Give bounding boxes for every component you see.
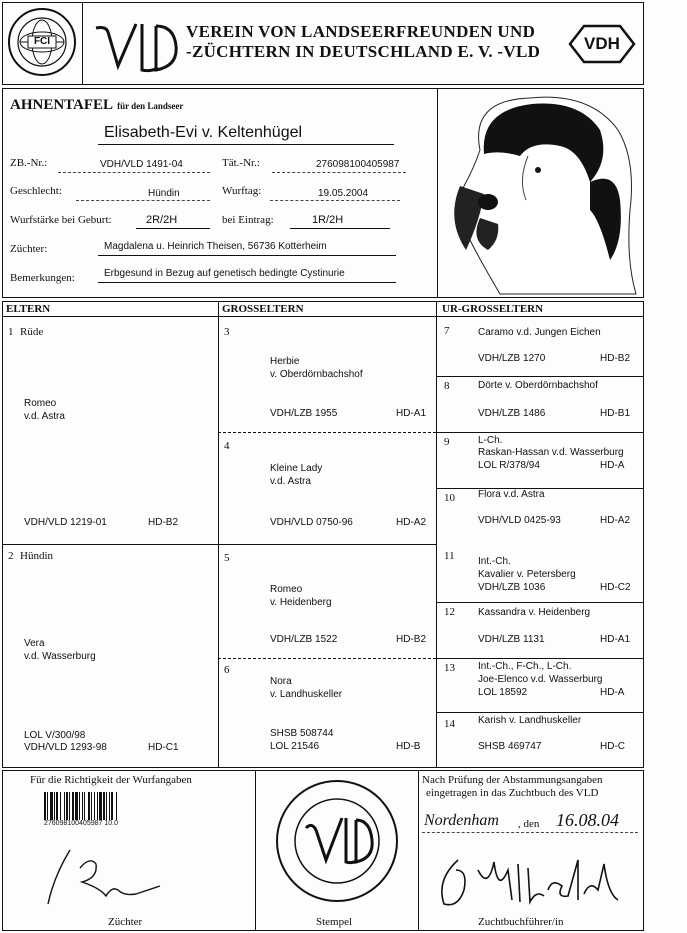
ur-7-name-1: Caramo v.d. Jungen Eichen bbox=[478, 327, 601, 338]
barcode-bar bbox=[99, 792, 102, 820]
wurfstaerke-label: Wurfstärke bei Geburt: bbox=[10, 214, 112, 226]
ur-10-name-1: Flora v.d. Astra bbox=[478, 489, 545, 500]
bemerkungen-underline bbox=[98, 282, 396, 283]
ur-12-name-1: Kassandra v. Heidenberg bbox=[478, 607, 591, 618]
footer-divider-2 bbox=[418, 770, 419, 931]
gross-3-num: 3 bbox=[224, 326, 230, 338]
ur-7-num: 7 bbox=[444, 325, 450, 337]
gross-5-reg: VDH/LZB 1522 bbox=[270, 634, 338, 645]
barcode-bar bbox=[79, 792, 80, 820]
header-title-line2: -ZÜCHTERN IN DEUTSCHLAND E. V. -VLD bbox=[186, 42, 541, 61]
pedigree-col-divider-2 bbox=[436, 301, 437, 768]
ahnentafel-title-main: AHNENTAFEL bbox=[10, 97, 114, 113]
fci-logo-text: FCI bbox=[33, 36, 51, 47]
footer-place-underline bbox=[422, 832, 638, 833]
footer-mid-caption: Stempel bbox=[316, 916, 353, 928]
gross-5-name-1: Romeo bbox=[270, 584, 303, 595]
barcode-bar bbox=[82, 792, 83, 820]
footer-right-title-2: eingetragen in das Zuchtbuch des VLD bbox=[426, 787, 599, 799]
eltern-1-name-1: Romeo bbox=[24, 398, 57, 409]
wurftag-label: Wurftag: bbox=[222, 185, 262, 197]
barcode-bar bbox=[47, 792, 48, 820]
ahnentafel-title bbox=[10, 96, 183, 114]
barcode-bar bbox=[116, 792, 117, 820]
ur-14-reg: SHSB 469747 bbox=[478, 741, 542, 752]
bemerkungen-label: Bemerkungen: bbox=[10, 272, 75, 284]
eltern-1-hd: HD-B2 bbox=[148, 517, 179, 528]
barcode-bar bbox=[54, 792, 55, 820]
wurfstaerke-value: 2R/2H bbox=[146, 214, 178, 226]
gross-5-hd: HD-B2 bbox=[396, 634, 427, 645]
ur-14-num: 14 bbox=[444, 718, 455, 730]
ur-11-reg: VDH/LZB 1036 bbox=[478, 582, 546, 593]
barcode-bar bbox=[88, 792, 90, 820]
tat-label: Tät.-Nr.: bbox=[222, 157, 260, 169]
barcode-number: 276098100405987 10.0 bbox=[44, 820, 118, 827]
barcode-bar bbox=[103, 792, 105, 820]
vdh-logo-text: VDH bbox=[584, 34, 620, 53]
ur-13-reg: LOL 18592 bbox=[478, 687, 528, 698]
ur-11-name-2: Kavalier v. Petersberg bbox=[478, 569, 576, 580]
ur-14-name-1: Karish v. Landhuskeller bbox=[478, 715, 582, 726]
zuechter-value: Magdalena u. Heinrich Theisen, 56736 Kotterheim bbox=[104, 241, 327, 252]
barcode-bar bbox=[84, 792, 85, 820]
gross-6-num: 6 bbox=[224, 664, 230, 676]
col-grosseltern: GROSSELTERN bbox=[222, 303, 304, 315]
landseer-portrait bbox=[440, 90, 642, 296]
wurfstaerke-underline bbox=[136, 228, 210, 229]
ur-12-num: 12 bbox=[444, 606, 455, 618]
barcode-bar bbox=[109, 792, 110, 820]
vld-stamp bbox=[272, 776, 402, 906]
dog-name-underline bbox=[98, 144, 394, 145]
dog-name: Elisabeth-Evi v. Keltenhügel bbox=[104, 124, 303, 141]
gross-3-hd: HD-A1 bbox=[396, 408, 427, 419]
gross-divider-1 bbox=[218, 432, 436, 433]
fci-logo bbox=[6, 6, 78, 78]
barcode-bar bbox=[106, 792, 107, 820]
ur-12-hd: HD-A1 bbox=[600, 634, 631, 645]
ur-11-name-1: Int.-Ch. bbox=[478, 556, 511, 567]
gross-6-reg-2: LOL 21546 bbox=[270, 741, 320, 752]
barcode-bar bbox=[91, 792, 92, 820]
gross-5-num: 5 bbox=[224, 552, 230, 564]
barcode-bar bbox=[64, 792, 65, 820]
barcode-bar bbox=[56, 792, 58, 820]
eintrag-underline bbox=[290, 228, 390, 229]
vld-logo bbox=[92, 14, 178, 80]
footer-left-title: Für die Richtigkeit der Wurfangaben bbox=[30, 774, 192, 786]
tat-value: 276098100405987 bbox=[316, 159, 400, 170]
ur-7-reg: VDH/LZB 1270 bbox=[478, 353, 546, 364]
ur-13-name-2: Joe-Elenco v.d. Wasserburg bbox=[478, 674, 603, 685]
ur-9-num: 9 bbox=[444, 436, 450, 448]
eltern-1-role: Rüde bbox=[20, 326, 44, 338]
ur-12-reg: VDH/LZB 1131 bbox=[478, 634, 545, 645]
ur-10-num: 10 bbox=[444, 492, 455, 504]
ur-8-name-1: Dörte v. Oberdörnbachshof bbox=[478, 380, 598, 391]
eltern-1-reg: VDH/VLD 1219-01 bbox=[24, 517, 107, 528]
zuechter-underline bbox=[98, 255, 396, 256]
col-urgrosseltern: UR-GROSSELTERN bbox=[442, 303, 544, 315]
barcode-bar bbox=[72, 792, 74, 820]
footer-divider-1 bbox=[255, 770, 256, 931]
footer-place: Nordenham bbox=[424, 812, 499, 829]
barcode-bar bbox=[44, 792, 46, 820]
barcode-bar bbox=[50, 792, 53, 820]
ur-8-num: 8 bbox=[444, 380, 450, 392]
eltern-2-role: Hündin bbox=[20, 550, 53, 562]
ur-11-num: 11 bbox=[444, 550, 455, 562]
barcode bbox=[44, 792, 144, 820]
footer-left-caption: Züchter bbox=[108, 916, 143, 928]
gross-4-name-1: Kleine Lady bbox=[270, 463, 323, 474]
geschlecht-value: Hündin bbox=[148, 188, 180, 199]
gross-4-name-2: v.d. Astra bbox=[270, 476, 311, 487]
vdh-logo bbox=[568, 22, 636, 66]
eltern-1-name-2: v.d. Astra bbox=[24, 411, 65, 422]
ur-13-hd: HD-A bbox=[600, 687, 625, 698]
ur-13-num: 13 bbox=[444, 662, 455, 674]
zb-label: ZB.-Nr.: bbox=[10, 157, 48, 169]
gross-4-reg: VDH/VLD 0750-96 bbox=[270, 517, 353, 528]
gross-5-name-2: v. Heidenberg bbox=[270, 597, 332, 608]
ur-13-name-1: Int.-Ch., F-Ch., L-Ch. bbox=[478, 661, 572, 672]
ur-divider-1 bbox=[436, 376, 644, 377]
gross-3-reg: VDH/LZB 1955 bbox=[270, 408, 338, 419]
ur-divider-7 bbox=[436, 712, 644, 713]
ur-9-hd: HD-A bbox=[600, 460, 625, 471]
ur-8-hd: HD-B1 bbox=[600, 408, 631, 419]
barcode-bar bbox=[94, 792, 95, 820]
gross-3-name-1: Herbie bbox=[270, 356, 300, 367]
footer-date: 16.08.04 bbox=[556, 810, 619, 830]
wurftag-value: 19.05.2004 bbox=[318, 188, 369, 199]
wurftag-underline bbox=[270, 200, 400, 201]
barcode-bar bbox=[69, 792, 70, 820]
info-divider bbox=[437, 88, 438, 298]
ur-14-hd: HD-C bbox=[600, 741, 625, 752]
eltern-2-hd: HD-C1 bbox=[148, 742, 179, 753]
gross-4-hd: HD-A2 bbox=[396, 517, 427, 528]
header-title-line1: VEREIN VON LANDSEERFREUNDEN UND bbox=[186, 22, 536, 41]
eltern-2-reg-2: VDH/VLD 1293-98 bbox=[24, 742, 107, 753]
eintrag-label: bei Eintrag: bbox=[222, 214, 274, 226]
eltern-1-num: 1 bbox=[8, 326, 14, 338]
ur-divider-6 bbox=[436, 658, 644, 659]
eintrag-value: 1R/2H bbox=[312, 214, 344, 226]
ur-8-reg: VDH/LZB 1486 bbox=[478, 408, 546, 419]
ahnentafel-subtitle: für den Landseer bbox=[117, 101, 184, 111]
gross-6-name-2: v. Landhuskeller bbox=[270, 689, 343, 700]
footer-right-caption: Zuchtbuchführer/in bbox=[478, 916, 564, 928]
footer-right-title-1: Nach Prüfung der Abstammungsangaben bbox=[422, 774, 603, 786]
ur-divider-2 bbox=[436, 432, 644, 433]
pedigree-header-line bbox=[2, 316, 644, 317]
barcode-bar bbox=[97, 792, 98, 820]
ur-divider-5 bbox=[436, 602, 644, 603]
gross-6-reg-1: SHSB 508744 bbox=[270, 728, 334, 739]
ur-9-name-2: Raskan-Hassan v.d. Wasserburg bbox=[478, 447, 624, 458]
gross-3-name-2: v. Oberdörnbachshof bbox=[270, 369, 363, 380]
gross-6-hd: HD-B bbox=[396, 741, 421, 752]
ur-10-reg: VDH/VLD 0425-93 bbox=[478, 515, 561, 526]
barcode-bar bbox=[60, 792, 61, 820]
eltern-2-reg-1: LOL V/300/98 bbox=[24, 730, 86, 741]
eltern-2-num: 2 bbox=[8, 550, 14, 562]
ur-7-hd: HD-B2 bbox=[600, 353, 631, 364]
registrar-signature bbox=[428, 850, 628, 912]
zb-underline bbox=[58, 172, 210, 173]
gross-4-num: 4 bbox=[224, 440, 230, 452]
eltern-2-name-1: Vera bbox=[24, 638, 45, 649]
gross-divider-3 bbox=[218, 658, 436, 659]
ur-9-reg: LOL R/378/94 bbox=[478, 460, 540, 471]
geschlecht-underline bbox=[76, 200, 210, 201]
breeder-signature bbox=[40, 846, 180, 906]
gross-6-name-1: Nora bbox=[270, 676, 292, 687]
barcode-bar bbox=[75, 792, 78, 820]
footer-den-label: , den bbox=[518, 818, 540, 830]
eltern-divider bbox=[2, 544, 436, 545]
geschlecht-label: Geschlecht: bbox=[10, 185, 62, 197]
ur-11-hd: HD-C2 bbox=[600, 582, 631, 593]
zb-value: VDH/VLD 1491-04 bbox=[100, 159, 183, 170]
ur-9-name-1: L-Ch. bbox=[478, 435, 503, 446]
bemerkungen-value: Erbgesund in Bezug auf genetisch bedingte Cystinurie bbox=[104, 268, 345, 279]
barcode-bar bbox=[111, 792, 113, 820]
zuechter-label: Züchter: bbox=[10, 243, 48, 255]
barcode-bar bbox=[66, 792, 68, 820]
ur-10-hd: HD-A2 bbox=[600, 515, 631, 526]
header-divider bbox=[82, 2, 83, 85]
tat-underline bbox=[272, 172, 406, 173]
col-eltern: ELTERN bbox=[6, 303, 51, 315]
pedigree-col-divider-1 bbox=[218, 301, 219, 768]
eltern-2-name-2: v.d. Wasserburg bbox=[24, 651, 96, 662]
